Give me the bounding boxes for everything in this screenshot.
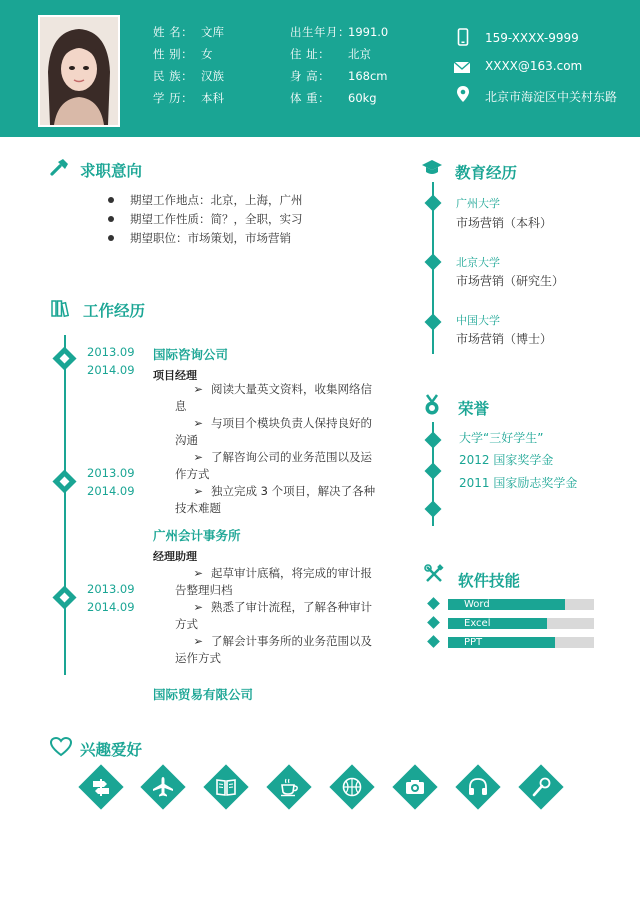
task-text: 了解会计事务所的业务范围以及 bbox=[211, 634, 372, 648]
email-text: XXXX@163.com bbox=[485, 59, 583, 73]
coffee-icon bbox=[269, 767, 309, 807]
job-intent-list bbox=[108, 191, 303, 248]
weight-value: 60kg bbox=[348, 91, 377, 105]
date-start: 2013.09 bbox=[87, 345, 135, 359]
honor-item: 大学“三好学生” bbox=[459, 431, 544, 445]
arrow-icon: ➢ bbox=[193, 382, 203, 396]
task-list bbox=[175, 565, 390, 667]
list-item bbox=[108, 210, 303, 229]
arrow-icon: ➢ bbox=[193, 450, 203, 464]
task-item bbox=[175, 415, 390, 449]
list-item bbox=[108, 229, 303, 248]
task-text-cont: 方式 bbox=[175, 617, 198, 631]
book-icon bbox=[206, 767, 246, 807]
basketball-icon bbox=[332, 767, 372, 807]
work-date bbox=[87, 580, 135, 616]
medal-icon bbox=[423, 394, 441, 420]
work-timeline-node bbox=[52, 469, 76, 493]
skill-name: PPT bbox=[464, 637, 483, 648]
skill-fill-word bbox=[448, 599, 565, 610]
school-name: 广州大学 bbox=[456, 197, 500, 210]
name-value: 文库 bbox=[201, 25, 224, 39]
task-item bbox=[175, 599, 390, 633]
work-timeline-line bbox=[64, 335, 66, 675]
graduation-cap-icon bbox=[421, 159, 443, 181]
camera-icon bbox=[395, 767, 435, 807]
skill-marker bbox=[427, 635, 440, 648]
task-text-cont: 技术难题 bbox=[175, 501, 221, 515]
skill-fill-ppt bbox=[448, 637, 555, 648]
field-label: 姓 名： bbox=[153, 25, 194, 39]
education-timeline-node bbox=[425, 314, 442, 331]
task-text-cont: 作方式 bbox=[175, 467, 210, 481]
profile-photo bbox=[38, 15, 120, 127]
task-text: 独立完成 3 个项目，解决了各种 bbox=[211, 484, 376, 498]
arrow-icon: ➢ bbox=[193, 566, 203, 580]
task-text: 熟悉了审计流程，了解各种审计 bbox=[211, 600, 372, 614]
tools-icon bbox=[424, 564, 444, 588]
task-item bbox=[175, 381, 390, 415]
hobbies-title: 兴趣爱好 bbox=[80, 741, 143, 759]
list-item-text: 期望工作地点：北京，上海，广州 bbox=[130, 193, 303, 207]
education-timeline-node bbox=[425, 254, 442, 271]
field-label: 出生年月： bbox=[290, 25, 350, 39]
headphones-icon bbox=[458, 767, 498, 807]
skill-bar bbox=[448, 599, 594, 610]
company-name: 国际贸易有限公司 bbox=[153, 687, 254, 702]
date-end: 2014.09 bbox=[87, 484, 135, 498]
task-text: 阅读大量英文资料，收集网络信 bbox=[211, 382, 372, 396]
skill-name: Excel bbox=[464, 618, 491, 629]
address-text: 北京市海淀区中关村东路 bbox=[485, 90, 618, 104]
task-text-cont: 运作方式 bbox=[175, 651, 221, 665]
task-item bbox=[175, 483, 390, 517]
gender-value: 女 bbox=[201, 47, 213, 61]
position-title: 项目经理 bbox=[153, 369, 197, 382]
honor-item: 2012 国家奖学金 bbox=[459, 453, 554, 467]
education-value: 本科 bbox=[201, 91, 224, 105]
task-text-cont: 告整理归档 bbox=[175, 583, 233, 597]
company-name: 广州会计事务所 bbox=[153, 528, 241, 543]
company-name: 国际咨询公司 bbox=[153, 347, 229, 362]
work-date bbox=[87, 464, 135, 500]
arrow-icon: ➢ bbox=[193, 484, 203, 498]
date-end: 2014.09 bbox=[87, 363, 135, 377]
task-item bbox=[175, 449, 390, 483]
skills-title: 软件技能 bbox=[458, 572, 521, 590]
bullet-dot bbox=[108, 197, 114, 203]
skill-bar bbox=[448, 618, 594, 629]
education-title: 教育经历 bbox=[455, 164, 518, 182]
task-text-cont: 沟通 bbox=[175, 433, 198, 447]
skill-marker bbox=[427, 597, 440, 610]
task-text: 起草审计底稿，将完成的审计报 bbox=[211, 566, 372, 580]
task-text-cont: 息 bbox=[175, 399, 187, 413]
heart-icon bbox=[50, 737, 72, 761]
arrow-icon: ➢ bbox=[193, 634, 203, 648]
task-item bbox=[175, 633, 390, 667]
location-pin-icon bbox=[454, 85, 472, 107]
ethnicity-value: 汉族 bbox=[201, 69, 224, 83]
task-text: 了解咨询公司的业务范围以及运 bbox=[211, 450, 372, 464]
work-timeline-node bbox=[52, 585, 76, 609]
birth-value: 1991.0 bbox=[348, 25, 389, 39]
honor-item: 2011 国家励志奖学金 bbox=[459, 476, 578, 490]
bullet-dot bbox=[108, 235, 114, 241]
airplane-icon bbox=[143, 767, 183, 807]
honors-timeline-node bbox=[425, 501, 442, 518]
major-name: 市场营销（博士） bbox=[456, 332, 553, 346]
field-label: 性 别： bbox=[153, 47, 194, 61]
phone-text: 159-XXXX-9999 bbox=[485, 31, 579, 45]
field-label: 体 重： bbox=[290, 91, 331, 105]
honors-timeline-node bbox=[425, 463, 442, 480]
school-name: 中国大学 bbox=[456, 314, 500, 327]
skill-bar bbox=[448, 637, 594, 648]
date-end: 2014.09 bbox=[87, 600, 135, 614]
books-icon bbox=[50, 298, 70, 322]
list-item bbox=[108, 191, 303, 210]
skill-marker bbox=[427, 616, 440, 629]
phone-icon bbox=[454, 28, 472, 50]
field-label: 住 址： bbox=[290, 47, 331, 61]
arrow-icon: ➢ bbox=[193, 600, 203, 614]
education-timeline-node bbox=[425, 195, 442, 212]
skill-name: Word bbox=[464, 599, 490, 610]
honors-title: 荣誉 bbox=[458, 400, 490, 418]
field-label: 学 历： bbox=[153, 91, 194, 105]
email-icon bbox=[453, 58, 471, 80]
major-name: 市场营销（本科） bbox=[456, 216, 553, 230]
work-timeline-node bbox=[52, 346, 76, 370]
task-item bbox=[175, 565, 390, 599]
date-start: 2013.09 bbox=[87, 466, 135, 480]
hammer-icon bbox=[50, 157, 70, 181]
school-name: 北京大学 bbox=[456, 256, 500, 269]
job-intent-title: 求职意向 bbox=[80, 162, 143, 180]
height-value: 168cm bbox=[348, 69, 388, 83]
skill-fill-excel bbox=[448, 618, 547, 629]
honors-timeline-node bbox=[425, 432, 442, 449]
work-title: 工作经历 bbox=[83, 302, 146, 320]
residence-value: 北京 bbox=[348, 47, 371, 61]
bullet-dot bbox=[108, 216, 114, 222]
major-name: 市场营销（研究生） bbox=[456, 274, 565, 288]
microphone-icon bbox=[521, 767, 561, 807]
signpost-icon bbox=[81, 767, 121, 807]
profile-fields-left bbox=[153, 24, 224, 106]
work-date bbox=[87, 343, 135, 379]
date-start: 2013.09 bbox=[87, 582, 135, 596]
list-item-text: 期望工作性质：简？，全职，实习 bbox=[130, 212, 303, 226]
task-list bbox=[175, 381, 390, 517]
list-item-text: 期望职位：市场策划，市场营销 bbox=[130, 231, 291, 245]
field-label: 身 高： bbox=[290, 69, 331, 83]
position-title: 经理助理 bbox=[153, 550, 197, 563]
task-text: 与项目个模块负责人保持良好的 bbox=[211, 416, 372, 430]
arrow-icon: ➢ bbox=[193, 416, 203, 430]
field-label: 民 族： bbox=[153, 69, 194, 83]
profile-fields-right bbox=[290, 24, 388, 106]
